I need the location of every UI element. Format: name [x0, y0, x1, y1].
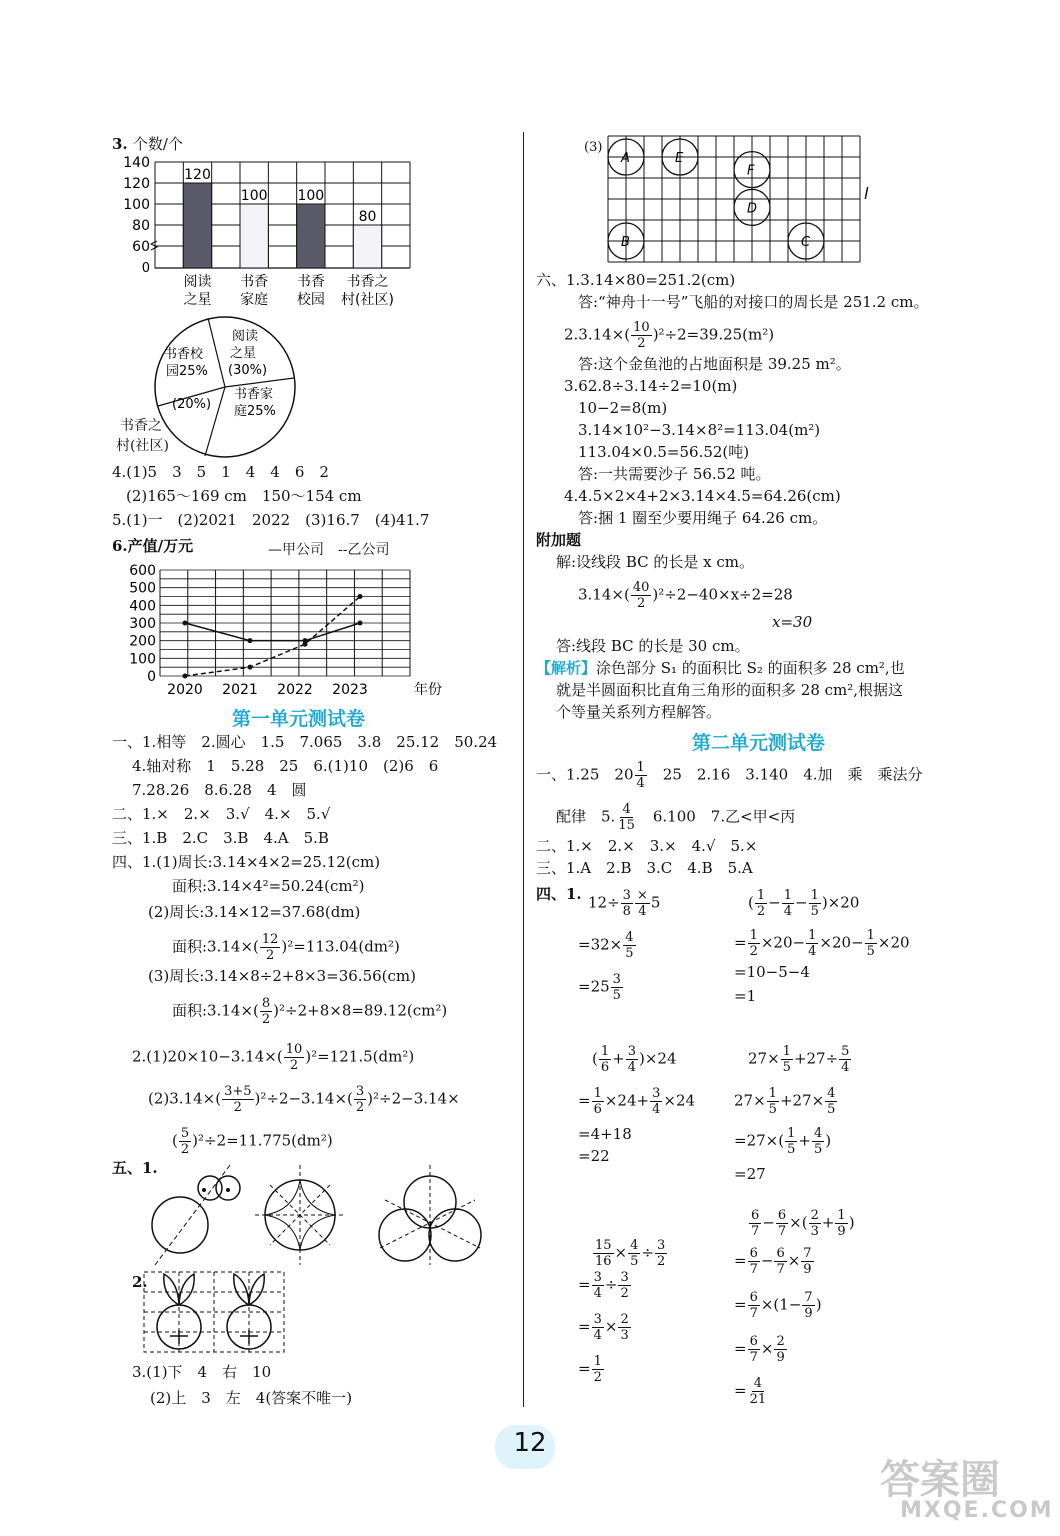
fraction: $\frac{1}{4}$	[808, 928, 817, 959]
calc-e4: = $\frac{1}{2}$	[578, 1354, 602, 1385]
u1-1a: 一、1.相等 2.圆心 1.5 7.065 3.8 25.12 50.24	[112, 733, 498, 751]
watermark-logo: 答案圈	[880, 1457, 1000, 1503]
fraction: $\frac{1}{6}$	[600, 1044, 610, 1075]
fj-label: 附加题	[536, 531, 582, 549]
bar	[297, 204, 325, 268]
fraction: $\frac{2}{3}$	[620, 1312, 629, 1343]
y-tick-label: 60	[132, 239, 150, 255]
x-tick-label: 家庭	[240, 292, 269, 308]
u1-4e: (3)周长:3.14×8÷2+8×3=36.56(cm)	[148, 967, 416, 985]
u1-4g: 2.(1)20×10−3.14×( $\frac{10}{2}$ )²=121.5(dm²)	[132, 1042, 415, 1073]
q3-label: 3. 个数/个	[112, 135, 183, 153]
fraction: $\frac{4}{5}$	[813, 1126, 823, 1157]
circle-letter: E	[675, 151, 684, 166]
fraction: $\frac{4}{5}$	[625, 930, 634, 961]
u2-2: 二、1.× 2.× 3.× 4.√ 5.×	[536, 837, 758, 855]
calc-f2: = $\frac{6}{7}$ − $\frac{6}{7}$ × $\frac{7}{9}$	[734, 1246, 812, 1277]
symmetry-figures	[140, 1160, 500, 1270]
s6-3a: 3.62.8÷3.14÷2=10(m)	[564, 377, 738, 395]
bar-chart	[110, 150, 430, 320]
fj-3: x=30	[772, 613, 813, 631]
calc-e3: = $\frac{3}{4}$ × $\frac{2}{3}$	[578, 1312, 629, 1343]
s6-2b: 答:这个金鱼池的占地面积是 39.25 m²。	[578, 355, 851, 373]
u2-1a: 一、1.25 20 $\frac{1}{4}$ 25 2.16 3.140 4.加 乘 乘法分	[536, 760, 923, 791]
point-yi	[183, 674, 188, 679]
s6-2a: 2.3.14×( $\frac{10}{2}$ )²÷2=39.25(m²)	[564, 320, 775, 351]
fraction: $\frac{2}{9}$	[776, 1334, 785, 1365]
watermark-url: MXQE.COM	[900, 1498, 1054, 1523]
point-yi	[248, 665, 253, 670]
fraction: $\frac{1}{5}$	[782, 1044, 791, 1075]
x-tick-label: 书香	[240, 274, 269, 290]
circle-letter: A	[621, 151, 630, 166]
q6-legend: —甲公司 --乙公司	[268, 542, 390, 558]
y-tick-label: 600	[129, 563, 156, 579]
fraction: $\frac{3}{2}$	[620, 1270, 629, 1301]
u1-4i: ( $\frac{5}{2}$ )²÷2=11.775(dm²)	[172, 1126, 333, 1157]
calc-d4: =27	[734, 1165, 766, 1183]
fraction: $\frac{1}{5}$	[787, 1126, 796, 1157]
u1-4a: 四、1.(1)周长:3.14×4×2=25.12(cm)	[112, 853, 381, 871]
bar-value-label: 120	[184, 167, 211, 183]
fraction: $\frac{\times}{4}$	[636, 888, 648, 919]
calc-f5: = $\frac{4}{21}$	[734, 1376, 767, 1407]
fraction: $\frac{3}{2}$	[656, 1238, 666, 1269]
q4-2: (2)165～169 cm 150～154 cm	[126, 487, 362, 505]
s6-1b: 答:“神舟十一号”飞船的对接口的周长是 251.2 cm。	[578, 293, 929, 311]
y-tick-label: 400	[129, 598, 156, 615]
bar	[240, 204, 268, 268]
u2-3: 三、1.A 2.B 3.C 4.B 5.A	[536, 859, 753, 877]
q5: 5.(1)一 (2)2021 2022 (3)16.7 (4)41.7	[112, 511, 430, 529]
pie-chart	[150, 308, 300, 468]
fraction: $\frac{6}{7}$	[749, 1246, 758, 1277]
x-tick-label: 2023	[332, 682, 368, 698]
jx-2: 就是半圆面积比直角三角形的面积多 28 cm²,根据这	[556, 681, 904, 699]
translation-figure	[142, 1270, 292, 1360]
fraction: $\frac{1}{4}$	[783, 888, 792, 919]
jx-1: 【解析】涂色部分 S₁ 的面积比 S₂ 的面积多 28 cm²,也	[536, 659, 905, 677]
calc-c2: = $\frac{1}{6}$ ×24+ $\frac{3}{4}$ ×24	[578, 1086, 696, 1117]
fraction: $\frac{1}{6}$	[593, 1086, 602, 1117]
pie-label: 书香校	[164, 347, 204, 362]
circle-letter: B	[621, 235, 630, 250]
x-tick-label: 校园	[296, 292, 325, 308]
s6-3c: 3.14×10²−3.14×8²=113.04(m²)	[578, 421, 821, 439]
circle-letter: D	[747, 201, 758, 217]
point-jia	[248, 638, 253, 643]
pie-label: 庭25%	[234, 404, 276, 419]
fraction: $\frac{15}{16}$	[595, 1238, 612, 1269]
q6-label: 6.产值/万元	[112, 537, 194, 555]
calc-e2: = $\frac{3}{4}$ ÷ $\frac{3}{2}$	[578, 1270, 629, 1301]
s6-3d: 113.04×0.5=56.52(吨)	[578, 443, 750, 461]
unit1-title: 第一单元测试卷	[232, 708, 366, 730]
page-number: 12	[513, 1428, 547, 1458]
fraction: $\frac{6}{7}$	[777, 1208, 787, 1239]
s6-3e: 答:一共需要沙子 56.52 吨。	[578, 465, 771, 483]
pie-label-e1: 书香之	[120, 418, 162, 434]
pie-label: 之星	[230, 346, 257, 361]
calc-d1: 27× $\frac{1}{5}$ +27÷ $\frac{5}{4}$	[748, 1044, 850, 1075]
u1-4f: 面积:3.14×( $\frac{8}{2}$ )²÷2+8×8=89.12(cm²)	[172, 996, 448, 1027]
y-tick-label: 140	[123, 155, 150, 171]
unit2-title: 第二单元测试卷	[692, 732, 826, 754]
fraction: $\frac{6}{7}$	[776, 1246, 785, 1277]
fraction: $\frac{1}{5}$	[810, 888, 819, 919]
fraction: $\frac{4}{5}$	[827, 1086, 836, 1117]
fraction: $\frac{3}{4}$	[593, 1270, 602, 1301]
fraction: $\frac{3}{4}$	[627, 1044, 636, 1075]
fraction: $\frac{6}{7}$	[749, 1334, 758, 1365]
fraction: $\frac{1}{5}$	[866, 928, 875, 959]
q3-sub-label: (3)	[584, 140, 603, 155]
fraction: $\frac{6}{7}$	[749, 1290, 758, 1321]
fraction: $\frac{7}{9}$	[804, 1290, 813, 1321]
pie-label: 园25%	[166, 364, 208, 379]
y-tick-label: 120	[123, 176, 150, 192]
y-tick-label: 200	[129, 633, 156, 650]
fraction: $\frac{1}{9}$	[837, 1208, 846, 1239]
calc-a3: =25 $\frac{3}{5}$	[578, 972, 621, 1003]
u1-5-3a: 3.(1)下 4 右 10	[132, 1363, 272, 1381]
pie-label: (20%)	[172, 397, 212, 412]
x-tick-label: 之星	[183, 292, 212, 308]
u1-5-2-label: 2.	[132, 1273, 148, 1291]
calc-c3: =4+18	[578, 1125, 632, 1143]
bar-value-label: 80	[358, 209, 377, 225]
s6-4a: 4.4.5×2×4+2×3.14×4.5=64.26(cm)	[564, 487, 841, 505]
calc-b4: =1	[734, 987, 757, 1005]
y-tick-label: 0	[147, 669, 156, 685]
calc-c4: =22	[578, 1147, 610, 1165]
u2-4-label: 四、1.	[536, 885, 582, 903]
x-tick-label: 2022	[277, 682, 313, 698]
calc-f1: $\frac{6}{7}$ − $\frac{6}{7}$ ×( $\frac{2}{3}$ + $\frac{1}{9}$ )	[751, 1208, 855, 1239]
u1-5-label: 五、1.	[112, 1159, 158, 1177]
fraction: $\frac{2}{3}$	[810, 1208, 819, 1239]
point-yi	[303, 642, 308, 647]
circle-letter: C	[801, 235, 811, 250]
circle-letter: F	[747, 163, 755, 179]
fraction: $\frac{1}{2}$	[749, 928, 758, 959]
u1-3: 三、1.B 2.C 3.B 4.A 5.B	[112, 829, 329, 847]
q4-1: 4.(1)5 3 5 1 4 4 6 2	[112, 463, 329, 481]
x-tick-label: 村(社区)	[341, 292, 394, 308]
pie-label: 阅读	[232, 329, 259, 344]
calc-c1: ( $\frac{1}{6}$ + $\frac{3}{4}$ )×24	[592, 1044, 677, 1075]
calc-b2: = $\frac{1}{2}$ ×20− $\frac{1}{4}$ ×20− $\frac{1}{5}$ ×20	[734, 928, 910, 959]
fraction: $\frac{6}{7}$	[751, 1208, 760, 1239]
x-tick-label: 书香之	[346, 274, 389, 290]
fraction: $\frac{4}{5}$	[630, 1238, 639, 1269]
calc-f3: = $\frac{6}{7}$ ×(1− $\frac{7}{9}$ )	[734, 1290, 822, 1321]
s6-4b: 答:捆 1 圈至少要用绳子 64.26 cm。	[578, 509, 828, 527]
fraction: $\frac{3}{5}$	[612, 972, 621, 1003]
calc-a2: =32× $\frac{4}{5}$	[578, 930, 634, 961]
bar	[183, 183, 211, 268]
point-jia	[358, 621, 363, 626]
y-tick-label: 80	[132, 218, 150, 234]
bar-value-label: 100	[240, 188, 268, 204]
u1-2: 二、1.× 2.× 3.√ 4.× 5.√	[112, 805, 331, 823]
fraction: $\frac{1}{2}$	[756, 888, 766, 919]
fraction: $\frac{3}{4}$	[593, 1312, 602, 1343]
bar	[353, 225, 381, 268]
u1-4h: (2)3.14×( $\frac{3+5}{2}$ )²÷2−3.14×( $\frac{3}{2}$ )²÷2−3.14×	[148, 1084, 460, 1115]
point-yi	[358, 594, 363, 599]
u1-1b: 4.轴对称 1 5.28 25 6.(1)10 (2)6 6	[132, 757, 439, 775]
column-divider	[523, 132, 524, 1407]
pie-label-e2: 村(社区)	[116, 438, 169, 454]
u1-4b: 面积:3.14×4²=50.24(cm²)	[172, 877, 365, 895]
line-chart	[110, 560, 442, 700]
u1-1c: 7.28.26 8.6.28 4 圆	[132, 781, 307, 799]
fraction: $\frac{7}{9}$	[803, 1246, 812, 1277]
u1-5-3b: (2)上 3 左 4(答案不唯一)	[150, 1389, 353, 1407]
grid-figure	[600, 134, 880, 266]
fj-1: 解:设线段 BC 的长是 x cm。	[556, 553, 754, 571]
point-jia	[183, 621, 188, 626]
u2-1b: 配律 5. $\frac{4}{15}$ 6.100 7.乙<甲<丙	[556, 802, 796, 833]
calc-b3: =10−5−4	[734, 963, 810, 981]
fraction: $\frac{3}{4}$	[652, 1086, 661, 1117]
x-tick-label: 2020	[167, 682, 203, 698]
line-label: l	[864, 184, 869, 203]
pie-label: 书香家	[234, 387, 274, 402]
calc-d2: 27× $\frac{1}{5}$ +27× $\frac{4}{5}$	[734, 1086, 836, 1117]
calc-f4: = $\frac{6}{7}$ × $\frac{2}{9}$	[734, 1334, 785, 1365]
calc-e1: $\frac{15}{16}$ × $\frac{4}{5}$ ÷ $\frac{3}{2}$	[595, 1238, 666, 1269]
s6-1a: 六、1.3.14×80=251.2(cm)	[536, 271, 736, 289]
x-axis-unit: 年份	[414, 682, 442, 698]
fraction: $\frac{1}{5}$	[768, 1086, 777, 1117]
calc-d3: =27×( $\frac{1}{5}$ + $\frac{4}{5}$ )	[734, 1126, 832, 1157]
fraction: $\frac{5}{4}$	[841, 1044, 850, 1075]
y-tick-label: 300	[129, 616, 156, 632]
u1-4c: (2)周长:3.14×12=37.68(dm)	[148, 903, 361, 921]
y-tick-label: 0	[141, 261, 150, 276]
fj-4: 答:线段 BC 的长是 30 cm。	[556, 637, 750, 655]
s6-3b: 10−2=8(m)	[578, 399, 668, 417]
fj-2: 3.14×( $\frac{40}{2}$ )²÷2−40×x÷2=28	[578, 580, 793, 611]
fraction: $\frac{4}{21}$	[749, 1376, 767, 1407]
series-yi	[185, 597, 360, 677]
y-tick-label: 100	[129, 651, 156, 668]
y-tick-label: 100	[123, 197, 150, 213]
bar-value-label: 100	[297, 188, 325, 204]
calc-a1: 12÷ $\frac{3}{8}$ $\frac{\times}{4}$ 5	[588, 888, 661, 919]
x-tick-label: 2021	[222, 682, 258, 698]
fraction: $\frac{3}{8}$	[622, 888, 631, 919]
y-tick-label: 500	[129, 580, 156, 597]
jx-3: 个等量关系列方程解答。	[556, 703, 722, 721]
pie-label: (30%)	[228, 363, 268, 378]
u1-4d: 面积:3.14×( $\frac{12}{2}$ )²=113.04(dm²)	[172, 932, 400, 963]
fraction: $\frac{1}{2}$	[593, 1354, 602, 1385]
calc-b1: ( $\frac{1}{2}$ − $\frac{1}{4}$ − $\frac{1}{5}$ )×20	[748, 888, 860, 919]
x-tick-label: 阅读	[183, 274, 212, 290]
x-tick-label: 书香	[296, 274, 325, 290]
